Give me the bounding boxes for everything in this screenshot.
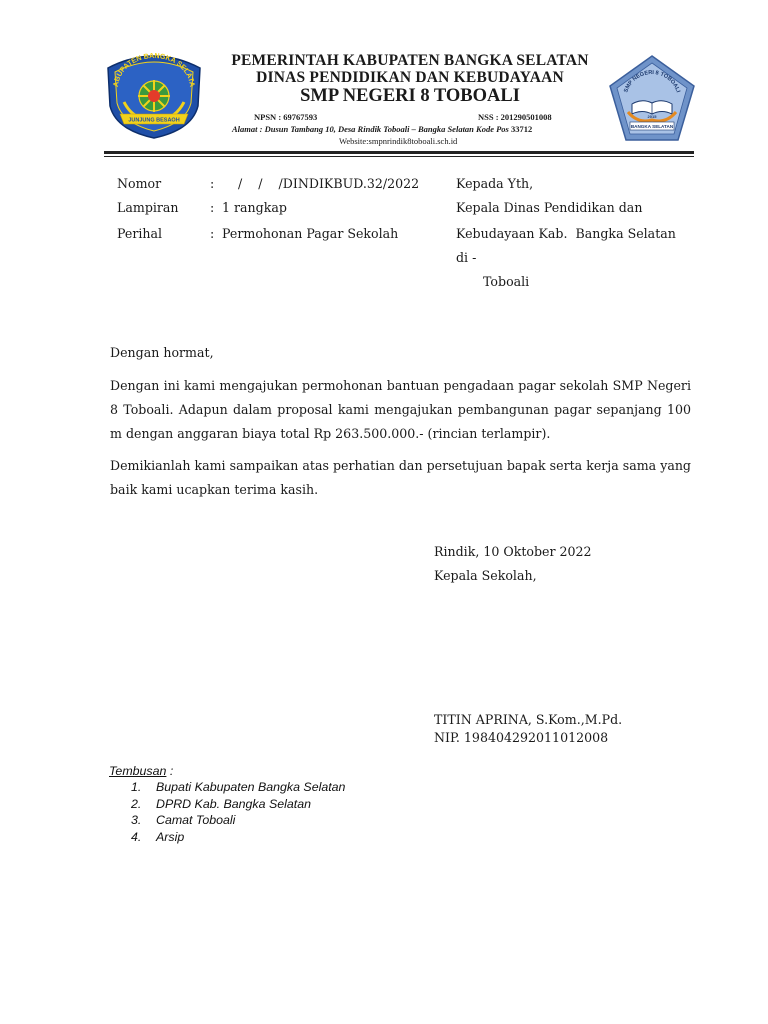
tembusan-item-number: 3. [131,813,142,827]
tembusan-item-number: 4. [131,830,142,844]
tembusan-item-text: Arsip [156,830,185,844]
tembusan-item [131,780,345,794]
perihal-label: Perihal [117,226,163,241]
tembusan-item-text: Camat Toboali [156,813,236,827]
crest-icon [104,48,204,140]
signature-name: TITIN APRINA, S.Kom.,M.Pd. [434,712,623,727]
header-line-2: DINAS PENDIDIKAN DAN KEBUDAYAAN [256,69,564,86]
bangka-selatan-crest-logo [104,48,204,140]
recipient-line-2: Kepala Dinas Pendidikan dan [456,200,643,215]
tembusan-item [131,797,311,811]
nomor-value: / / /DINDIKBUD.32/2022 [238,176,420,191]
paragraph-1: Dengan ini kami mengajukan permohonan bantuan pengadaan pagar sekolah SMP Negeri 8 Toboali. Adapun dalam proposal kami mengajukan pembangunan pagar sepanjang 100 m dengan anggaran biaya total Rp 263.500.000.- (rincian terlampir). [110,378,691,441]
header-school-name: SMP NEGERI 8 TOBOALI [300,86,520,106]
tembusan-label: Tembusan [109,764,167,778]
recipient-line-4: di - [456,250,477,265]
greeting: Dengan hormat, [110,345,214,360]
recipient-line-3: Kebudayaan Kab. Bangka Selatan [456,226,676,241]
tembusan-item-number: 2. [131,797,142,811]
school-emblem-logo [608,54,696,146]
tembusan-heading [109,764,173,778]
paragraph-2: Demikianlah kami sampaikan atas perhatian dan persetujuan bapak serta kerja sama yang baik kami ucapkan terima kasih. [110,458,691,497]
lampiran-colon: : [210,200,215,215]
letterhead-rule-thin [104,156,694,157]
recipient-line-1: Kepada Yth, [456,176,534,191]
header-website: Website:smpnrindik8toboali.sch.id [339,136,458,146]
emblem-ring-text: SMP NEGERI 8 TOBOALI [623,69,681,94]
header-nss: NSS : 201290501008 [478,112,552,122]
header-address-text: Alamat : Dusun Tambang 10, Desa Rindik Toboali – Bangka Selatan Kode Pos [232,124,511,134]
perihal-value: Permohonan Pagar Sekolah [222,226,399,241]
header-npsn: NPSN : 69767593 [254,112,318,122]
header-address [232,124,532,134]
emblem-year-text: 2015 [647,114,657,119]
nomor-label: Nomor [117,176,162,191]
perihal-colon: : [210,226,215,241]
emblem-icon [608,54,696,146]
tembusan-colon: : [166,764,174,778]
header-line-1: PEMERINTAH KABUPATEN BANGKA SELATAN [231,52,589,69]
lampiran-value: 1 rangkap [222,200,287,215]
header-kode-pos: 33712 [510,124,533,134]
signature-nip: NIP. 198404292011012008 [434,730,609,745]
nomor-colon: : [210,176,215,191]
tembusan-item-text: DPRD Kab. Bangka Selatan [156,797,311,811]
crest-top-text: ABUPATEN BANGKA SELATA [110,50,198,88]
tembusan-item-text: Bupati Kabupaten Bangka Selatan [156,780,346,794]
signature-title: Kepala Sekolah, [434,568,537,583]
emblem-ribbon-text: BANGKA SELATAN [630,124,674,129]
tembusan-item [131,830,184,844]
crest-ribbon-text: JUNJUNG BESAOH [128,117,180,124]
letterhead-rule-thick [104,151,694,154]
tembusan-item [131,813,235,827]
lampiran-label: Lampiran [117,200,179,215]
signature-place-date: Rindik, 10 Oktober 2022 [434,544,592,559]
recipient-line-5: Toboali [483,274,530,289]
tembusan-item-number: 1. [131,780,142,794]
